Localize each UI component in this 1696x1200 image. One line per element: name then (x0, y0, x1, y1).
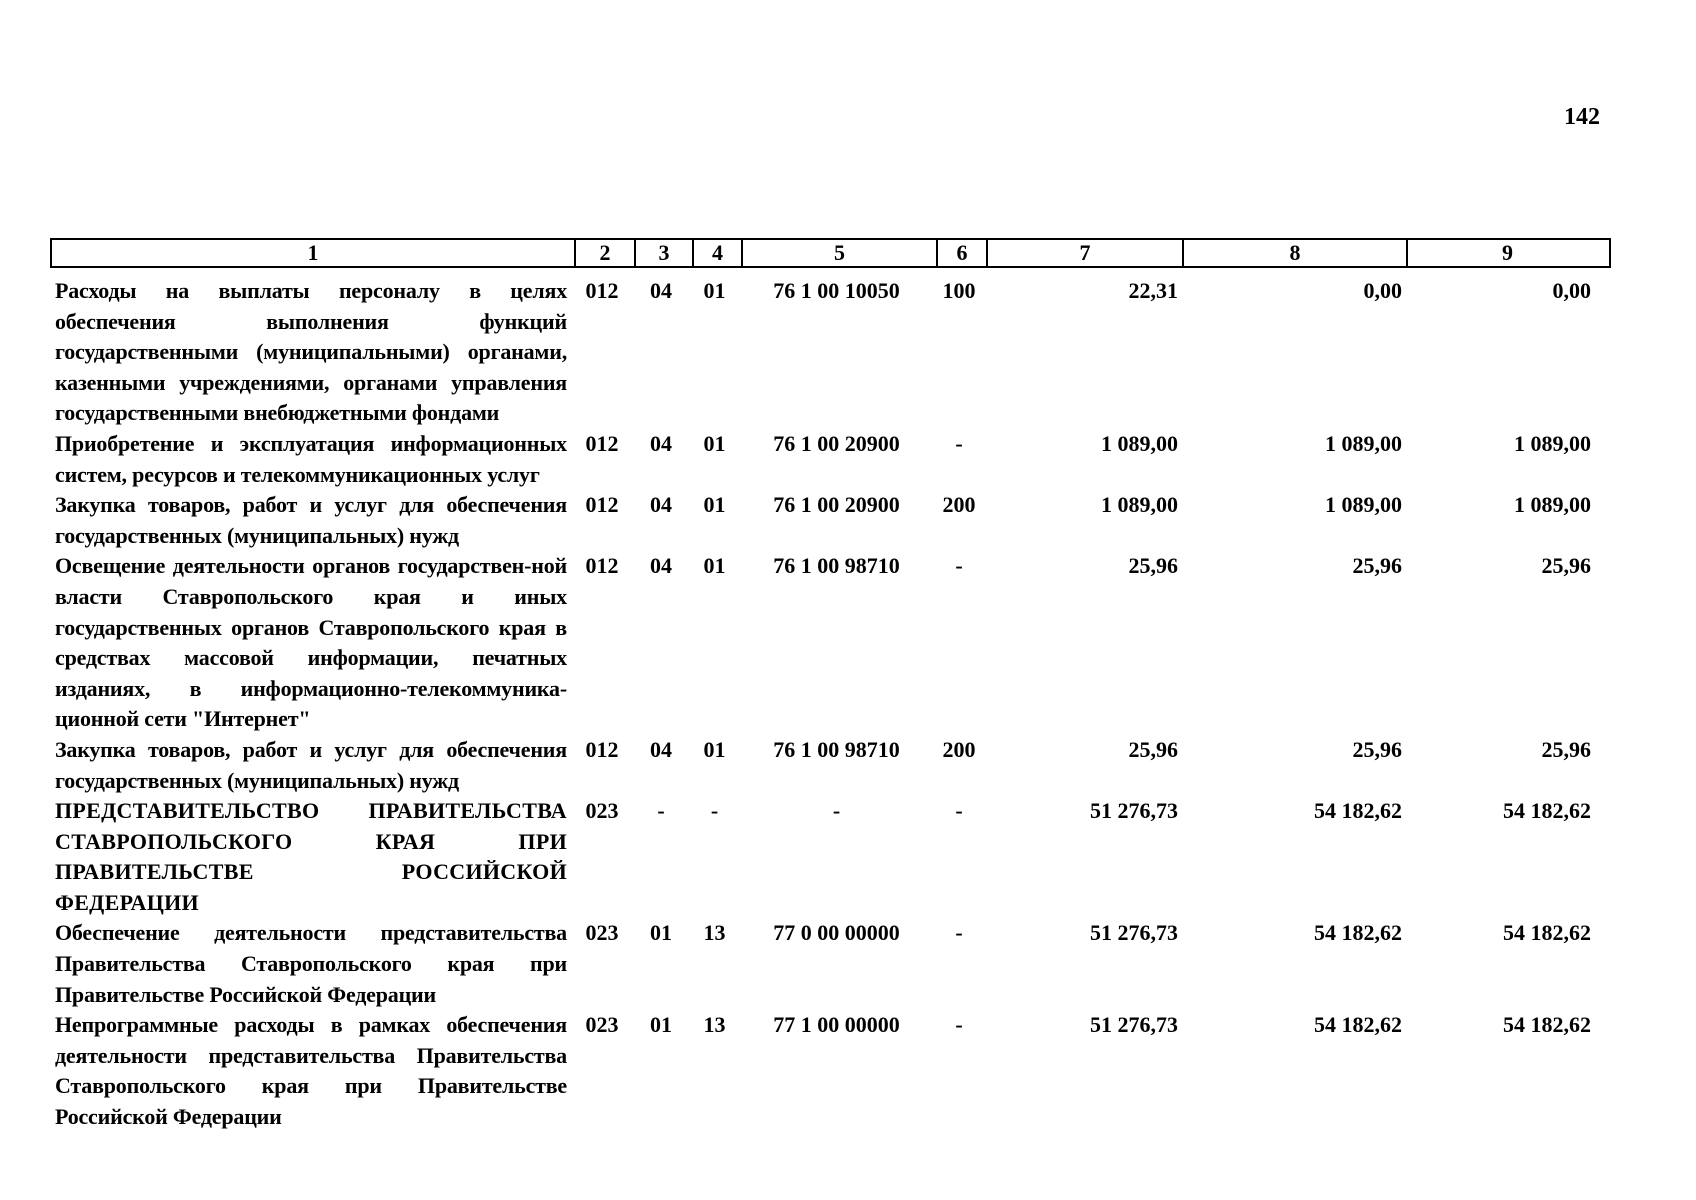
page-number: 142 (1564, 104, 1600, 130)
header-col-7: 7 (988, 240, 1184, 266)
table-row (50, 918, 1611, 1010)
row-c7: 1 089,00 (1101, 430, 1178, 456)
row-c2: 023 (585, 920, 619, 946)
row-c6: 100 (942, 278, 976, 303)
row-c9: 54 182,62 (1503, 920, 1591, 946)
header-col-9: 9 (1502, 240, 1513, 265)
table-row (50, 490, 1611, 551)
row-c6: - (955, 798, 963, 824)
row-c7: 25,96 (1128, 553, 1178, 579)
row-c4: 13 (703, 920, 726, 946)
row-c6: 200 (942, 736, 976, 762)
row-c5: 77 1 00 00000 (773, 1012, 900, 1038)
row-name: Освещение деятельности органов государствен-ной власти Ставропольского края и иных государственных органов Ставропольского края в средствах массовой информации, печатных изданиях, в информационно-телекоммуника-ционной сети "Интернет" (55, 553, 567, 732)
row-name: Приобретение и эксплуатация информационных систем, ресурсов и телекоммуникационных услуг (55, 430, 567, 487)
row-c2: 023 (585, 1012, 619, 1038)
row-c2: 012 (585, 430, 619, 456)
table-header (50, 238, 1611, 268)
table-row (50, 429, 1611, 490)
row-c9: 1 089,00 (1514, 492, 1591, 518)
row-c4: 13 (703, 1012, 726, 1038)
row-c3: 04 (650, 736, 672, 762)
header-col-3: 3 (636, 240, 694, 266)
row-c2: 012 (585, 278, 619, 303)
header-col-4: 4 (694, 240, 743, 266)
row-c7: 1 089,00 (1101, 492, 1178, 518)
row-c8: 54 182,62 (1314, 1012, 1402, 1038)
row-c7: 25,96 (1128, 736, 1178, 762)
row-c8: 25,96 (1352, 736, 1402, 762)
row-name: Закупка товаров, работ и услуг для обеспечения государственных (муниципальных) нужд (55, 492, 567, 548)
row-c5: 76 1 00 98710 (773, 736, 900, 762)
row-c6: - (955, 553, 963, 579)
row-c3: 04 (650, 492, 672, 518)
row-c5: 76 1 00 98710 (773, 553, 900, 579)
row-name: Непрограммные расходы в рамках обеспечения деятельности представительства Правительства Ставропольского края при Правительстве Российской Федерации (55, 1012, 567, 1130)
row-c2: 012 (585, 492, 619, 518)
row-c4: 01 (703, 553, 726, 579)
row-c7: 51 276,73 (1090, 798, 1178, 824)
row-c5: 76 1 00 20900 (773, 492, 900, 518)
row-c3: 04 (650, 553, 672, 579)
row-c8: 54 182,62 (1314, 798, 1402, 824)
row-c6: - (955, 1012, 963, 1038)
row-c3: 04 (650, 278, 672, 303)
header-col-2: 2 (576, 240, 636, 266)
row-c4: 01 (703, 736, 726, 762)
row-c8: 0,00 (1363, 278, 1402, 303)
row-c9: 25,96 (1541, 553, 1591, 579)
row-c4: 01 (703, 492, 726, 518)
row-c8: 54 182,62 (1314, 920, 1402, 946)
row-c6: - (955, 920, 963, 946)
header-col-1: 1 (52, 240, 576, 266)
row-c9: 0,00 (1552, 278, 1591, 303)
header-col-6: 6 (938, 240, 988, 266)
table-row (50, 551, 1611, 735)
table-row (50, 735, 1611, 796)
row-c8: 25,96 (1352, 553, 1402, 579)
row-c9: 1 089,00 (1514, 430, 1591, 456)
row-c8: 1 089,00 (1325, 430, 1402, 456)
table-row (50, 276, 1611, 429)
row-name: Обеспечение деятельности представительства Правительства Ставропольского края при Правительстве Российской Федерации (55, 920, 567, 1007)
row-c4: - (710, 798, 719, 824)
row-c9: 25,96 (1541, 736, 1591, 762)
row-c2: 012 (585, 736, 619, 762)
row-c5: 76 1 00 20900 (773, 430, 900, 456)
row-c6: 200 (942, 492, 976, 518)
table-row (50, 796, 1611, 918)
row-c6: - (955, 430, 963, 456)
header-col-8: 8 (1184, 240, 1408, 266)
header-col-5: 5 (743, 240, 938, 266)
row-c5: 77 0 00 00000 (773, 920, 900, 946)
row-c9: 54 182,62 (1503, 798, 1591, 824)
row-c4: 01 (703, 278, 726, 303)
row-name: ПРЕДСТАВИТЕЛЬСТВО ПРАВИТЕЛЬСТВА СТАВРОПОЛЬСКОГО КРАЯ ПРИ ПРАВИТЕЛЬСТВЕ РОССИЙСКОЙ ФЕДЕРАЦИИ (55, 798, 567, 915)
row-c7: 51 276,73 (1090, 920, 1178, 946)
row-c9: 54 182,62 (1503, 1012, 1591, 1038)
row-c8: 1 089,00 (1325, 492, 1402, 518)
row-c7: 51 276,73 (1090, 1012, 1178, 1038)
row-c3: 01 (650, 1012, 672, 1038)
row-c3: 01 (650, 920, 672, 946)
row-name: Расходы на выплаты персоналу в целях обеспечения выполнения функций государственными (муниципальными) органами, казенными учреждениями, органами управления государственными внебюджетными фондами (55, 278, 567, 426)
row-c3: - (657, 798, 665, 824)
row-c5: - (832, 798, 841, 824)
row-c4: 01 (703, 430, 726, 456)
table-row (50, 1010, 1611, 1132)
table-body (50, 276, 1611, 1133)
row-c2: 023 (585, 798, 619, 824)
row-c5: 76 1 00 10050 (773, 278, 900, 303)
row-c7: 22,31 (1128, 278, 1178, 303)
row-c3: 04 (650, 430, 672, 456)
row-name: Закупка товаров, работ и услуг для обеспечения государственных (муниципальных) нужд (55, 736, 567, 793)
row-c2: 012 (585, 553, 619, 579)
